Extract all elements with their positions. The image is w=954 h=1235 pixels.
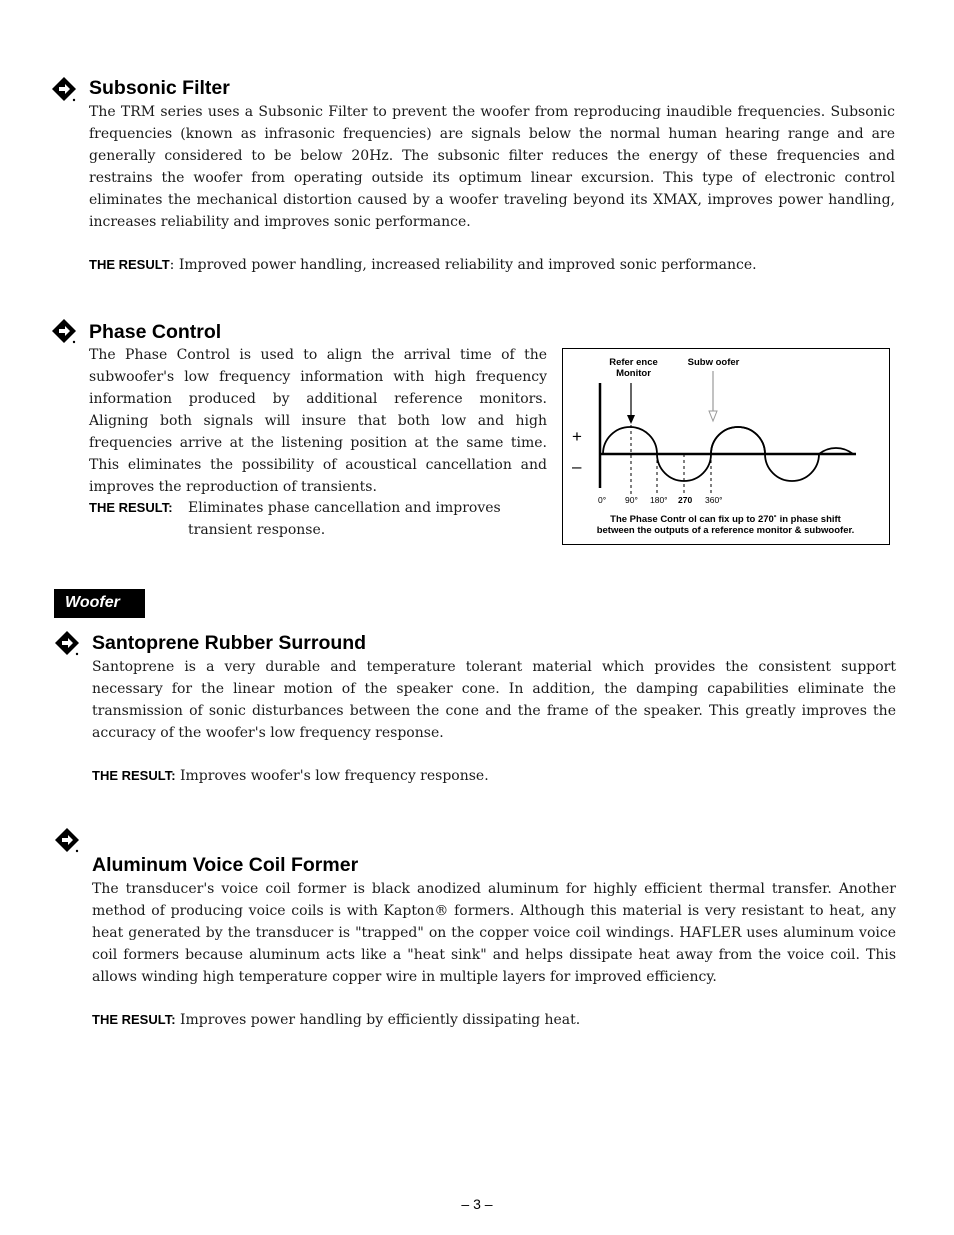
diagram-caption-line1: The Phase Contr ol can fix up to 270˚ in phase shift [610,514,841,525]
result-text: Improves power handling by efficiently dissipating heat. [175,1012,581,1028]
tick-label: 180° [650,495,668,505]
feature-bullet-icon [51,318,77,344]
tick-label: 90° [625,495,638,505]
reference-monitor-label: Refer ence Monitor [609,357,658,379]
feature-bullet-icon [54,630,80,656]
plus-sign: + [572,427,582,446]
santoprene-result [92,765,489,787]
phase-control-heading: Phase Control [89,321,222,343]
subsonic-filter-heading: Subsonic Filter [89,77,230,99]
aluminum-result [92,1009,580,1031]
phase-control-body: The Phase Control is used to align the arrival time of the subwoofer's low frequency information with high frequency information produced by additional reference monitors. Aligning both signals will insure that both low and high frequencies arrive at the listening position at the same time. This eliminates the possibility of acoustical cancellation and improves the reproduction of transients. [89,347,547,495]
result-label: THE RESULT: [92,1012,176,1027]
result-text: Eliminates phase cancellation and improves transient response. [188,500,501,538]
santoprene-body: Santoprene is a very durable and temperature tolerant material which provides the consistent support necessary for the linear motion of the speaker cone. In addition, the damping capabilities eliminate the transmission of sonic disturbances between the cone and the frame of the speaker. This greatly improves the accuracy of the woofer's low frequency response. [92,659,896,741]
phase-control-result [89,497,549,541]
result-text: Improves woofer's low frequency response. [175,768,489,784]
minus-sign: – [572,457,582,476]
result-label: THE RESULT: [92,768,176,783]
result-label: THE RESULT [89,257,170,272]
tick-label: 360° [705,495,723,505]
tick-label: 270 [678,495,693,505]
result-text: : Improved power handling, increased reliability and improved sonic performance. [169,257,757,273]
page-number: – 3 – [461,1196,493,1212]
result-label: THE RESULT: [89,500,173,515]
santoprene-heading: Santoprene Rubber Surround [92,632,367,654]
phase-diagram [562,348,890,545]
aluminum-heading: Aluminum Voice Coil Former [92,854,359,876]
subsonic-filter-result [89,254,757,276]
subsonic-filter-body: The TRM series uses a Subsonic Filter to prevent the woofer from reproducing inaudible frequencies. Subsonic frequencies (known as infrasonic frequencies) are signals below the normal human hearing range and are generally considered to be below 20Hz. The subsonic filter reduces the energy of these frequencies and restrains the woofer from operating outside its optimum linear excursion. This type of electronic control eliminates the mechanical distortion caused by a woofer traveling beyond its XMAX, improves power handling, increases reliability and improves sonic performance. [89,104,895,230]
diagram-caption-line2: between the outputs of a reference monitor & subwoofer. [596,525,855,536]
subwoofer-label: Subw oofer [687,357,740,368]
aluminum-body: The transducer's voice coil former is black anodized aluminum for highly efficient thermal transfer. Another method of producing voice coils is with Kapton® formers. Although this material is very resistant to heat, any heat generated by the transducer is "trapped" on the copper voice coil windings. HAFLER uses aluminum voice coil formers because aluminum acts like a "heat sink" and helps dissipate heat away from the voice coil. This allows winding high temperature copper wire in multiple layers for improved efficiency. [92,881,896,985]
feature-bullet-icon [54,827,80,853]
tick-label: 0° [598,495,607,505]
feature-bullet-icon [51,76,77,102]
section-tab-woofer: Woofer [54,589,145,618]
